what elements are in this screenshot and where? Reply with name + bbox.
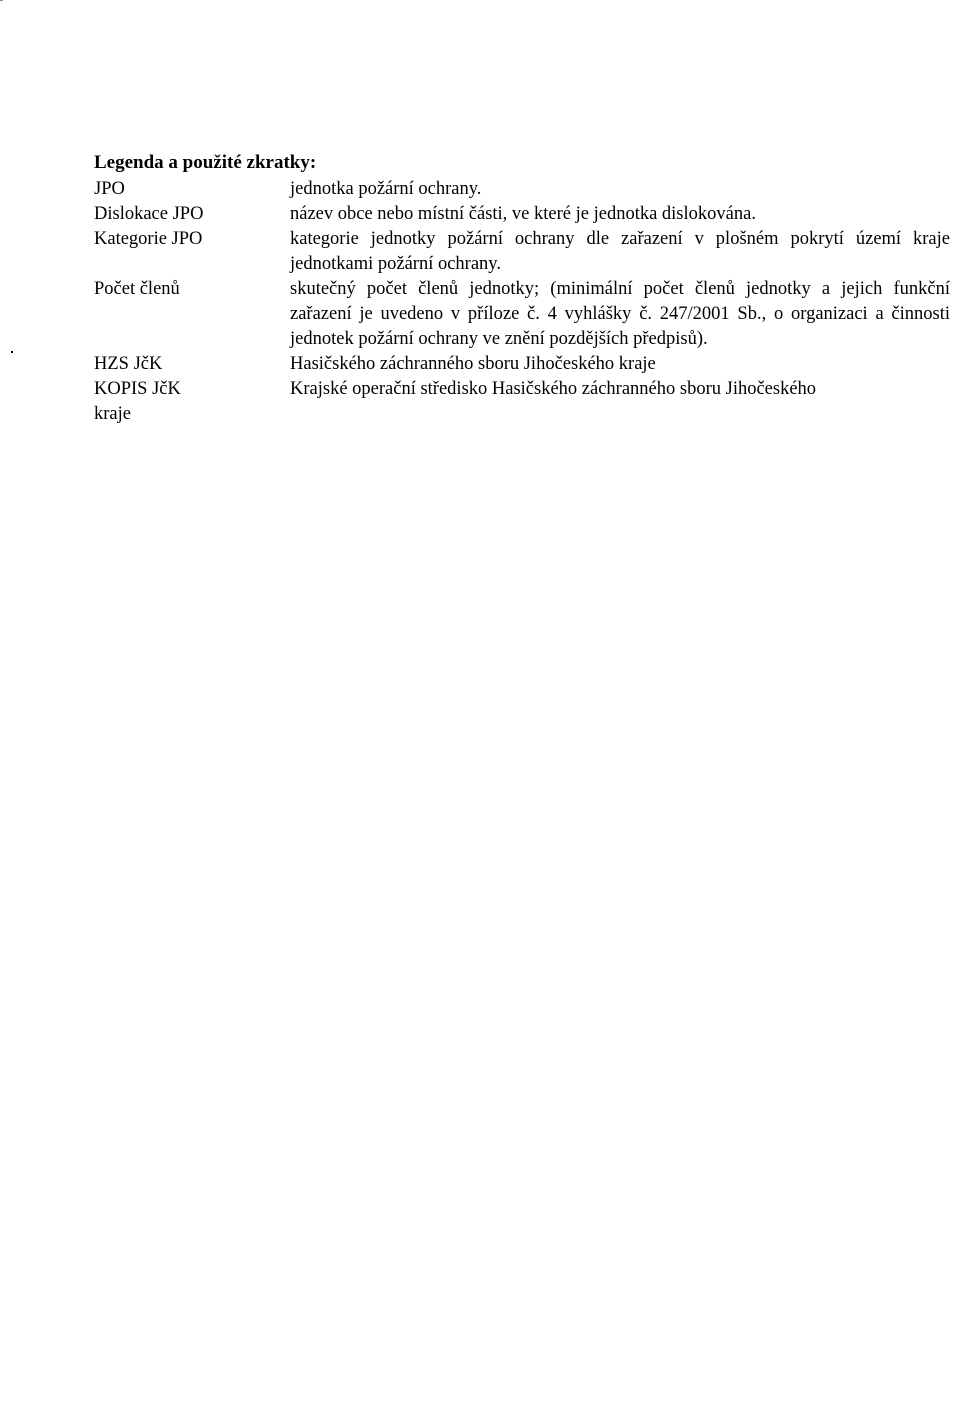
legend-entry-hzs bbox=[94, 352, 950, 377]
legend-term: JPO bbox=[94, 179, 125, 199]
legend-title: Legenda a použité zkratky: bbox=[94, 152, 317, 173]
legend-term: HZS JčK bbox=[94, 354, 163, 374]
legend-entry-jpo bbox=[94, 177, 950, 202]
scan-speck bbox=[11, 351, 13, 353]
legend-term: Počet členů bbox=[94, 279, 180, 299]
legend-definition: název obce nebo místní části, ve které je jednotka dislokována. bbox=[290, 204, 756, 224]
legend-term: KOPIS JčK bbox=[94, 379, 181, 399]
legend-term-continuation: kraje bbox=[94, 404, 131, 424]
legend-definition: skutečný počet členů jednotky; (minimální počet členů jednotky a jejich funkční zařazení je uvedeno v příloze č. 4 vyhlášky č. 247/2001 Sb., o organizaci a činnosti jednotek požární ochrany ve znění pozdějších předpisů). bbox=[290, 279, 950, 349]
legend-section bbox=[94, 150, 950, 427]
legend-entries bbox=[94, 177, 950, 427]
scan-corner-mark bbox=[0, 0, 3, 1]
legend-definition: Krajské operační středisko Hasičského záchranného sboru Jihočeského bbox=[290, 379, 817, 399]
legend-entry-kopis bbox=[94, 377, 950, 402]
legend-definition: jednotka požární ochrany. bbox=[290, 179, 482, 199]
legend-entry-kategorie bbox=[94, 227, 950, 277]
legend-term: Kategorie JPO bbox=[94, 229, 203, 249]
legend-term: Dislokace JPO bbox=[94, 204, 204, 224]
legend-entry-pocet-clenu bbox=[94, 277, 950, 352]
legend-definition: Hasičského záchranného sboru Jihočeského kraje bbox=[290, 354, 656, 374]
legend-definition: kategorie jednotky požární ochrany dle zařazení v plošném pokrytí území kraje jednotkami požární ochrany. bbox=[290, 229, 950, 274]
legend-entry-dislokace bbox=[94, 202, 950, 227]
